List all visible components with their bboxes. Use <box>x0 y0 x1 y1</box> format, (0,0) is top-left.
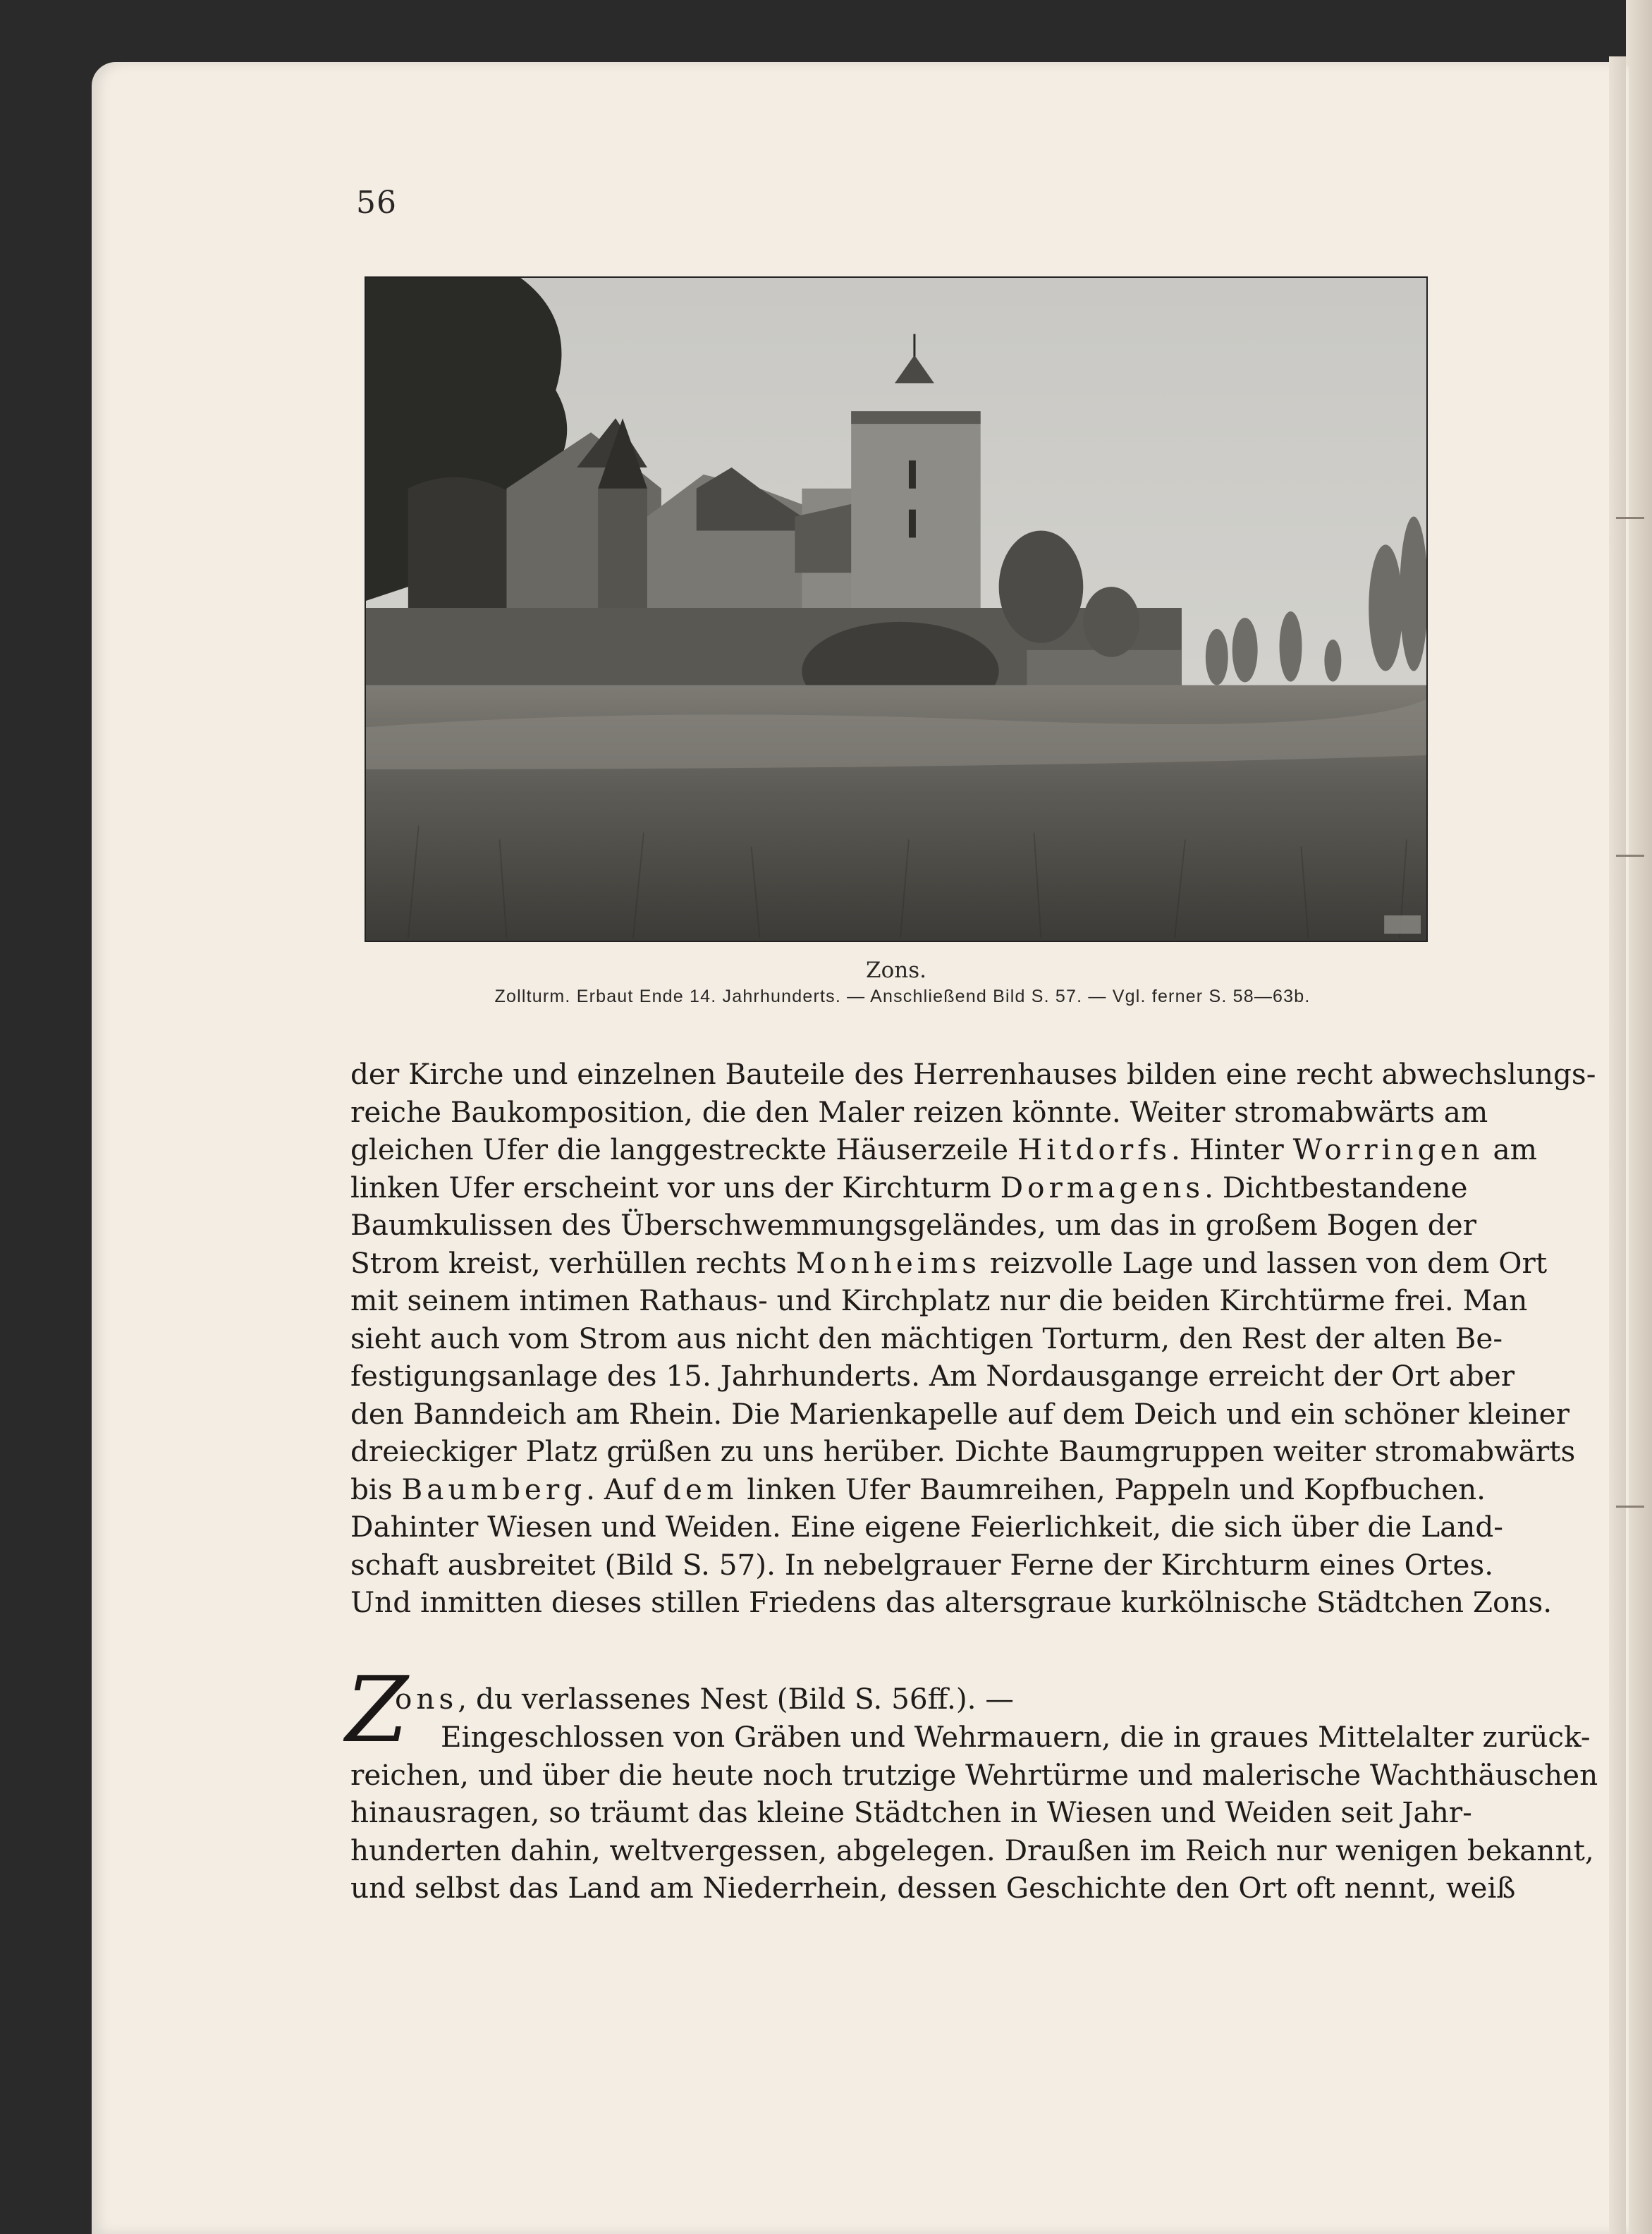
text-line <box>350 1471 1486 1509</box>
text-line <box>350 1169 1468 1207</box>
text-line <box>350 1245 1548 1283</box>
page-edge <box>1609 56 1626 2234</box>
paragraph-2 <box>350 1719 1598 1908</box>
text-line: hinausragen, so träumt das kleine Städtchen in Wiesen und Weiden seit Jahr- <box>350 1795 1472 1829</box>
spaced-word: dem <box>663 1472 738 1506</box>
text-line: dreieckiger Platz grüßen zu uns herüber. Dichte Baumgruppen weiter stromabwärts <box>350 1434 1576 1468</box>
text-span: linken Ufer erscheint vor uns der Kirchturm <box>350 1170 1001 1204</box>
book-edge <box>1626 0 1652 2234</box>
text-span: . Hinter <box>1170 1133 1293 1166</box>
page-tick <box>1616 1506 1644 1508</box>
spaced-name: Monheims <box>795 1245 981 1280</box>
text-span: am <box>1483 1133 1538 1166</box>
text-line: Dahinter Wiesen und Weiden. Eine eigene Feierlichkeit, die sich über die Land- <box>350 1510 1503 1544</box>
text-span: . Dichtbestandene <box>1204 1170 1468 1204</box>
text-span: linken Ufer Baumreihen, Pappeln und Kopfbuchen. <box>738 1472 1486 1506</box>
text-line: festigungsanlage des 15. Jahrhunderts. Am Nordausgange erreicht der Ort aber <box>350 1359 1515 1393</box>
text-line: reiche Baukomposition, die den Maler reizen könnte. Weiter stromabwärts am <box>350 1094 1488 1129</box>
text-line: Eingeschlossen von Gräben und Wehrmauern, die in graues Mittelalter zurück- <box>441 1720 1591 1754</box>
text-span: gleichen Ufer die langgestreckte Häuserzeile <box>350 1133 1017 1166</box>
spaced-name: Dormagens <box>1000 1170 1205 1204</box>
text-line: schaft ausbreitet (Bild S. 57). In nebelgrauer Ferne der Kirchturm eines Ortes. <box>350 1547 1494 1582</box>
page-tick <box>1616 855 1644 857</box>
page-tick <box>1616 517 1644 519</box>
text-span: Strom kreist, verhüllen rechts <box>350 1245 796 1280</box>
figure-caption: Zollturm. Erbaut Ende 14. Jahrhunderts. — Anschließend Bild S. 57. — Vgl. ferner S. 58—63b. <box>494 987 1311 1006</box>
text-line: Baumkulissen des Überschwemmungsgeländes, um das in großem Bogen der <box>350 1208 1476 1242</box>
text-line: und selbst das Land am Niederrhein, dessen Geschichte den Ort oft nennt, weiß <box>350 1871 1516 1905</box>
photograph-zons-zollturm <box>365 276 1428 942</box>
drop-cap: Z <box>345 1658 408 1763</box>
text-line <box>350 1131 1538 1169</box>
spaced-name: Baumberg <box>401 1472 587 1506</box>
spaced-name: Hitdorfs <box>1017 1133 1171 1166</box>
page-number: 56 <box>356 185 397 221</box>
text-line: mit seinem intimen Rathaus- und Kirchplatz nur die beiden Kirchtürme frei. Man <box>350 1283 1528 1317</box>
paragraph-1 <box>350 1056 1596 1622</box>
text-line: den Banndeich am Rhein. Die Marienkapelle auf dem Deich und ein schöner kleiner <box>350 1396 1570 1431</box>
text-line: reichen, und über die heute noch trutzige Wehrtürme und malerische Wachthäuschen <box>350 1757 1598 1792</box>
figure-title: Zons. <box>866 958 926 983</box>
paragraph-2-first-line <box>395 1682 1014 1716</box>
spaced-name: ons <box>395 1682 458 1716</box>
text-line: hunderten dahin, weltvergessen, abgelegen. Draußen im Reich nur wenigen bekannt, <box>350 1833 1594 1867</box>
text-line: sieht auch vom Strom aus nicht den mächtigen Torturm, den Rest der alten Be- <box>350 1321 1503 1355</box>
text-span: , du verlassenes Nest (Bild S. 56ff.). — <box>458 1682 1014 1716</box>
text-span: bis <box>350 1472 402 1506</box>
text-line: Und inmitten dieses stillen Friedens das altersgraue kurkölnische Städtchen Zons. <box>350 1585 1553 1619</box>
text-line: der Kirche und einzelnen Bauteile des Herrenhauses bilden eine recht abwechslungs- <box>350 1057 1596 1091</box>
spaced-name: Worringen <box>1292 1133 1484 1166</box>
text-span: . Auf <box>586 1472 663 1506</box>
text-span: reizvolle Lage und lassen von dem Ort <box>981 1245 1548 1280</box>
